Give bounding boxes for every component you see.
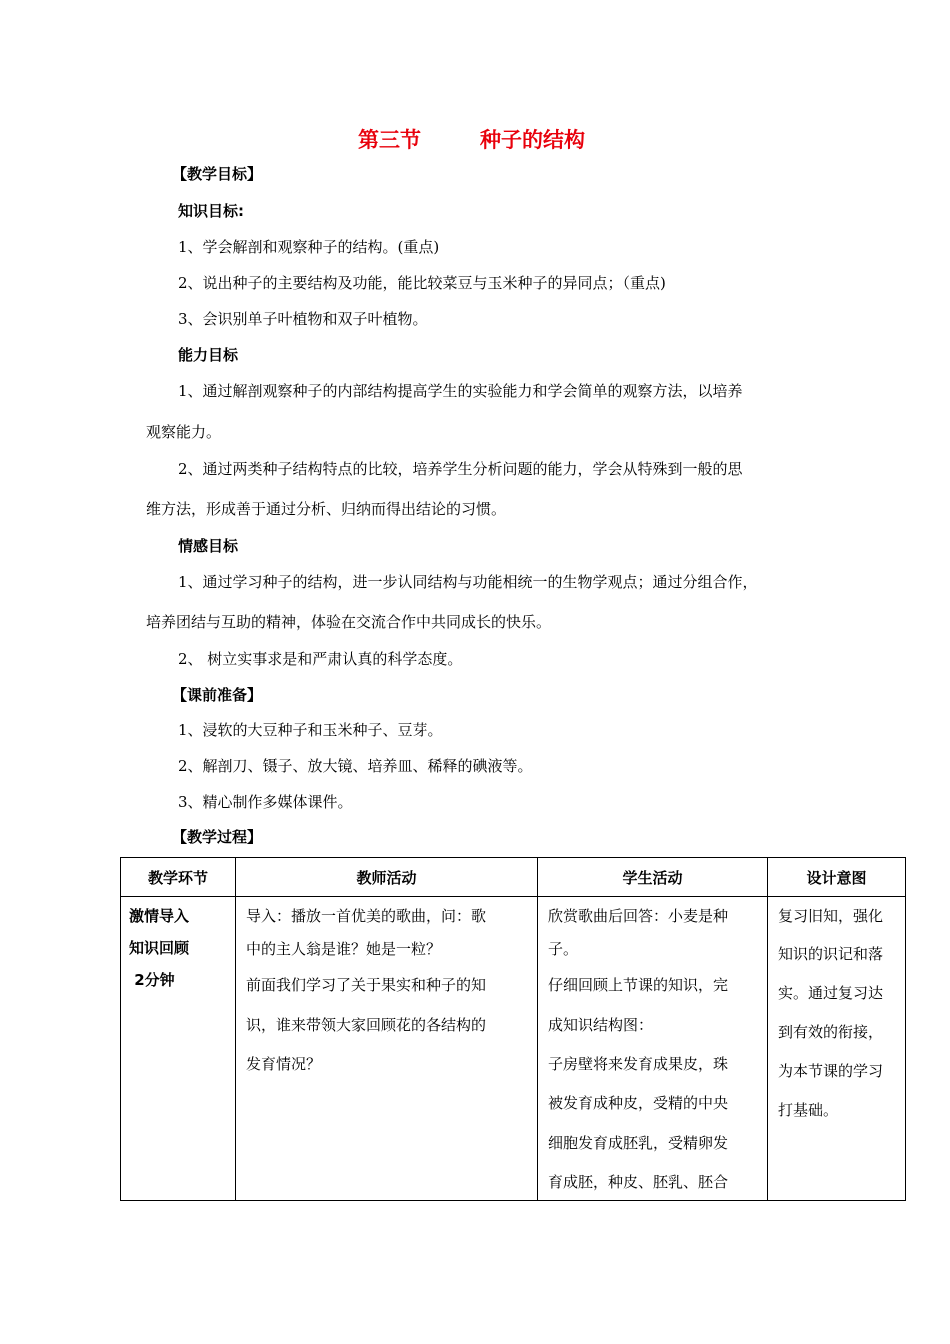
table-row [121, 897, 906, 1201]
teacher-line: 导入：播放一首优美的歌曲，问：歌 [246, 907, 487, 925]
header-design-intent: 设计意图 [768, 858, 906, 897]
student-line: 细胞发育成胚乳，受精卵发 [548, 1134, 729, 1152]
header-teacher-activity: 教师活动 [236, 858, 538, 897]
teacher-activity-cell [236, 897, 538, 1201]
teaching-process-heading: 【教学过程】 [172, 828, 263, 846]
stage-line: 知识回顾 [129, 939, 190, 957]
emotion-goal-1-line-1: 1、通过学习种子的结构，进一步认同结构与功能相统一的生物学观点；通过分组合作， [178, 573, 758, 591]
student-line: 成知识结构图： [548, 1016, 654, 1034]
section-name: 种子的结构 [480, 128, 585, 152]
teaching-goals-heading: 【教学目标】 [172, 165, 263, 183]
knowledge-goal-3: 3、会识别单子叶植物和双子叶植物。 [178, 310, 428, 328]
preparation-item-3: 3、精心制作多媒体课件。 [178, 793, 353, 811]
intent-line: 复习旧知，强化 [778, 907, 884, 925]
header-student-activity: 学生活动 [538, 858, 768, 897]
knowledge-goal-1: 1、学会解剖和观察种子的结构。(重点) [178, 238, 440, 256]
intent-line: 到有效的衔接， [778, 1023, 884, 1041]
teacher-line: 识，谁来带领大家回顾花的各结构的 [246, 1016, 487, 1034]
teacher-line: 前面我们学习了关于果实和种子的知 [246, 976, 487, 994]
knowledge-goals-heading: 知识目标: [178, 202, 244, 220]
teacher-line: 发育情况？ [246, 1055, 322, 1073]
table-header-row [121, 858, 906, 897]
teaching-process-table [120, 857, 906, 1201]
intent-line: 为本节课的学习 [778, 1062, 884, 1080]
section-number: 第三节 [358, 128, 421, 152]
emotion-goal-1-line-2: 培养团结与互助的精神，体验在交流合作中共同成长的快乐。 [146, 613, 552, 631]
knowledge-goal-2: 2、说出种子的主要结构及功能，能比较菜豆与玉米种子的异同点；（重点) [178, 274, 666, 292]
student-line: 仔细回顾上节课的知识，完 [548, 976, 729, 994]
ability-goal-1-line-1: 1、通过解剖观察种子的内部结构提高学生的实验能力和学会简单的观察方法，以培养 [178, 382, 743, 400]
student-line: 被发育成种皮，受精的中央 [548, 1094, 729, 1112]
student-line: 欣赏歌曲后回答：小麦是种 [548, 907, 729, 925]
header-stage: 教学环节 [121, 858, 236, 897]
stage-duration: 2分钟 [129, 971, 175, 989]
student-line: 育成胚，种皮、胚乳、胚合 [548, 1173, 729, 1191]
ability-goal-2-line-2: 维方法，形成善于通过分析、归纳而得出结论的习惯。 [146, 500, 507, 518]
ability-goal-1-line-2: 观察能力。 [146, 423, 222, 441]
stage-cell [121, 897, 236, 1201]
preparation-heading: 【课前准备】 [172, 686, 263, 704]
design-intent-cell [768, 897, 906, 1201]
ability-goals-heading: 能力目标 [178, 346, 239, 364]
intent-line: 知识的识记和落 [778, 945, 884, 963]
preparation-item-2: 2、解剖刀、镊子、放大镜、培养皿、稀释的碘液等。 [178, 757, 533, 775]
teacher-line: 中的主人翁是谁？她是一粒？ [246, 940, 442, 958]
preparation-item-1: 1、浸软的大豆种子和玉米种子、豆芽。 [178, 721, 443, 739]
ability-goal-2-line-1: 2、通过两类种子结构特点的比较，培养学生分析问题的能力，学会从特殊到一般的思 [178, 460, 743, 478]
student-line: 子房壁将来发育成果皮，珠 [548, 1055, 729, 1073]
emotion-goal-2: 2、 树立实事求是和严肃认真的科学态度。 [178, 650, 463, 668]
student-line: 子。 [548, 940, 579, 958]
intent-line: 实。通过复习达 [778, 984, 884, 1002]
student-activity-cell [538, 897, 768, 1201]
stage-line: 激情导入 [129, 907, 190, 925]
intent-line: 打基础。 [778, 1101, 839, 1119]
emotion-goals-heading: 情感目标 [178, 537, 239, 555]
